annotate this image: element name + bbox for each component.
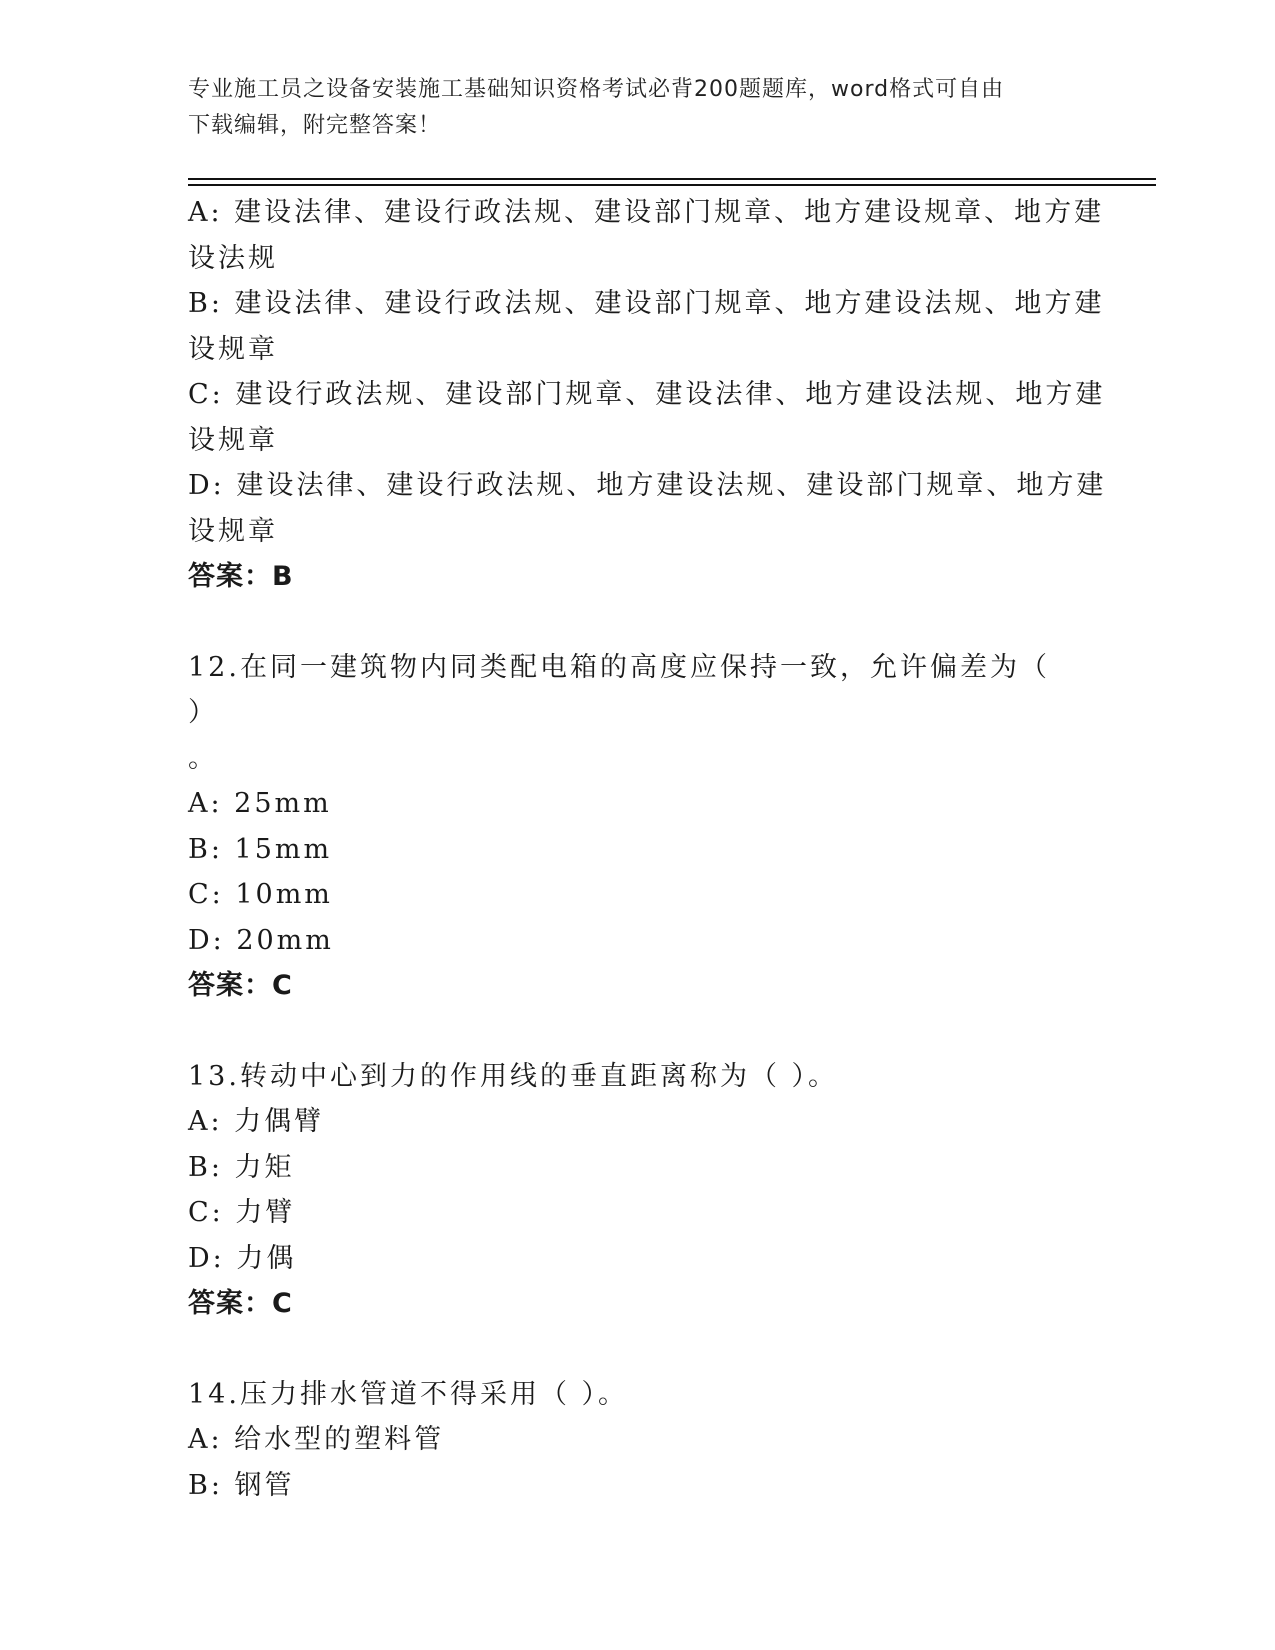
option-d-line-2: 设规章 xyxy=(188,515,278,547)
header-title-line-2: 下载编辑，附完整答案！ xyxy=(188,113,442,138)
question-14-option-b: B: 钢管 xyxy=(188,1469,295,1501)
question-13-block xyxy=(188,1054,1068,1327)
question-13-option-b: B: 力矩 xyxy=(188,1151,295,1183)
question-12-option-c: C: 10mm xyxy=(188,879,333,910)
question-14-option-a: A: 给水型的塑料管 xyxy=(188,1424,445,1455)
document-header xyxy=(188,72,1088,144)
question-13-answer: 答案：C xyxy=(188,1288,293,1319)
question-12-option-d: D: 20mm xyxy=(188,924,334,956)
question-12-title-line-2: 。 xyxy=(188,742,218,774)
option-c-line-1: C: 建设行政法规、建设部门规章、建设法律、地方建设法规、地方建 xyxy=(188,379,1106,410)
header-divider-top xyxy=(188,178,1156,180)
question-12-option-b: B: 15mm xyxy=(188,833,333,865)
question-12-title-line-1: 12.在同一建筑物内同类配电箱的高度应保持一致，允许偏差为（ ） xyxy=(188,651,1050,728)
question-13-option-c: C: 力臂 xyxy=(188,1197,296,1228)
question-13-option-a: A: 力偶臂 xyxy=(188,1106,325,1137)
header-title-line-1: 专业施工员之设备安装施工基础知识资格考试必背200题题库，word格式可自由 xyxy=(188,77,1005,102)
question-14-block xyxy=(188,1372,1068,1509)
option-a-line-1: A: 建设法律、建设行政法规、建设部门规章、地方建设规章、地方建 xyxy=(188,197,1105,228)
spacer xyxy=(188,600,1068,645)
question-11-answer: 答案：B xyxy=(188,561,294,592)
option-b-line-2: 设规章 xyxy=(188,333,278,365)
question-12-answer: 答案：C xyxy=(188,970,293,1001)
option-c-line-2: 设规章 xyxy=(188,424,278,456)
question-14-title: 14.压力排水管道不得采用（ ）。 xyxy=(188,1378,629,1410)
question-12-block xyxy=(188,645,1068,1009)
option-a-line-2: 设法规 xyxy=(188,242,278,274)
question-11-block xyxy=(188,190,1107,600)
spacer xyxy=(188,1009,1068,1054)
question-content xyxy=(188,190,1107,1508)
header-divider-bottom xyxy=(188,184,1156,186)
spacer xyxy=(188,1327,1068,1372)
question-13-option-d: D: 力偶 xyxy=(188,1242,297,1274)
option-b-line-1: B: 建设法律、建设行政法规、建设部门规章、地方建设法规、地方建 xyxy=(188,288,1105,319)
option-d-line-1: D: 建设法律、建设行政法规、地方建设法规、建设部门规章、地方建 xyxy=(188,470,1107,501)
question-13-title: 13.转动中心到力的作用线的垂直距离称为（ ）。 xyxy=(188,1060,839,1092)
question-12-option-a: A: 25mm xyxy=(188,788,332,819)
